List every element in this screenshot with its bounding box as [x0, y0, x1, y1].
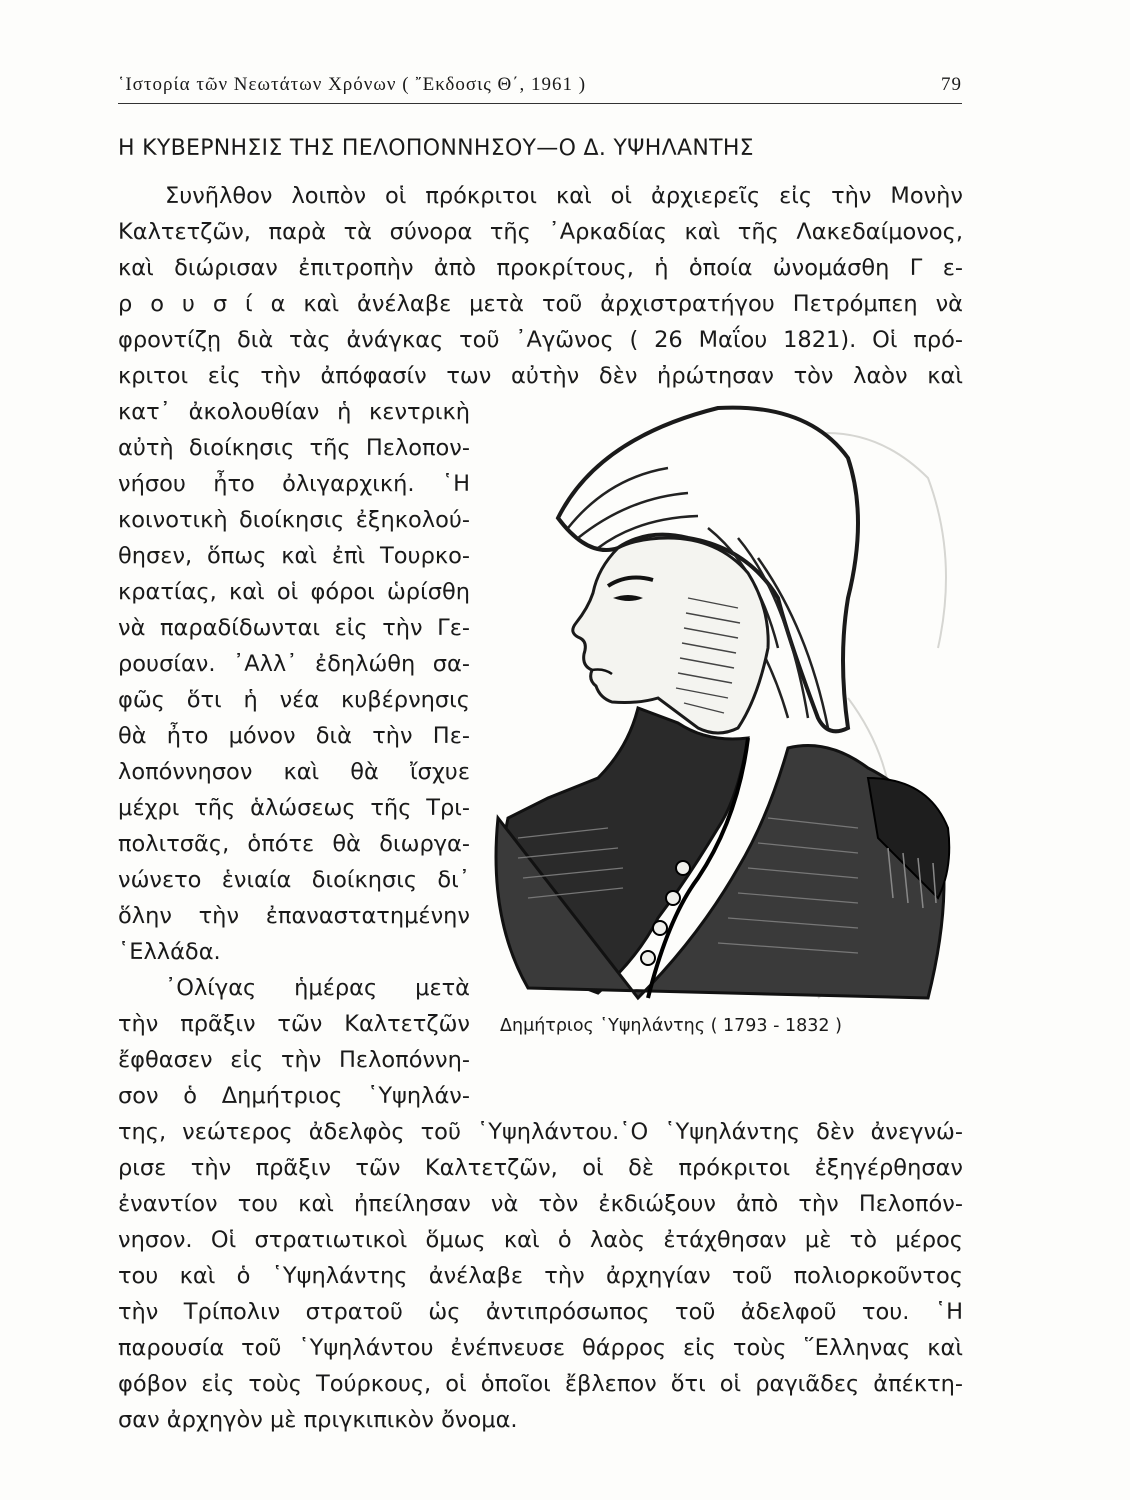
- body-line: φόβον εἰς τοὺς Τούρκους, οἱ ὁποῖοι ἔβλεπον ὅτι οἱ ραγιᾶδες ἀπέκτη-: [118, 1371, 963, 1397]
- body-line: νησον. Οἱ στρατιωτικοὶ ὅμως καὶ ὁ λαὸς ἐτάχθησαν μὲ τὸ μέρος: [118, 1227, 963, 1253]
- body-line: καὶ διώρισαν ἐπιτροπὴν ἀπὸ προκρίτους, ἡ ὁποία ὠνομάσθη Γ ε-: [118, 255, 963, 281]
- body-line: μέχρι τῆς ἁλώσεως τῆς Τρι-: [118, 795, 470, 821]
- body-line: παρουσία τοῦ ῾Υψηλάντου ἐνέπνευσε θάρρος εἰς τοὺς ῞Ελληνας καὶ: [118, 1335, 963, 1361]
- body-line: του καὶ ὁ ῾Υψηλάντης ἀνέλαβε τὴν ἀρχηγίαν τοῦ πολιορκοῦντος: [118, 1263, 963, 1289]
- body-line: κριτοι εἰς τὴν ἀπόφασίν των αὐτὴν δὲν ἠρώτησαν τὸν λαὸν καὶ: [118, 363, 963, 389]
- section-heading: Η ΚΥΒΕΡΝΗΣΙΣ ΤΗΣ ΠΕΛΟΠΟΝΝΗΣΟΥ—Ο Δ. ΥΨΗΛΑΝΤΗΣ: [118, 136, 754, 161]
- body-line: ρουσίαν. ᾽Αλλ᾽ ἐδηλώθη σα-: [118, 651, 470, 677]
- body-line: αὐτὴ διοίκησις τῆς Πελοπον-: [118, 435, 470, 461]
- body-line: ᾽Ολίγας ἡμέρας μετὰ: [165, 975, 470, 1001]
- body-line: Καλτετζῶν, παρὰ τὰ σύνορα τῆς ᾽Αρκαδίας καὶ τῆς Λακεδαίμονος,: [118, 219, 963, 245]
- body-line: ἐναντίον του καὶ ἠπείλησαν νὰ τὸν ἐκδιώξουν ἀπὸ τὴν Πελοπόν-: [118, 1191, 963, 1217]
- page-number: 79: [941, 74, 962, 95]
- body-line: σον ὁ Δημήτριος ῾Υψηλάν-: [118, 1083, 470, 1109]
- body-line: ἔφθασεν εἰς τὴν Πελοπόννη-: [118, 1047, 470, 1073]
- body-line: θησεν, ὅπως καὶ ἐπὶ Τουρκο-: [118, 543, 470, 569]
- body-line: ῾Ελλάδα.: [118, 939, 221, 965]
- running-header: [118, 68, 962, 102]
- body-line: κοινοτικὴ διοίκησις ἐξηκολού-: [118, 507, 470, 533]
- body-line: κρατίας, καὶ οἱ φόροι ὡρίσθη: [118, 579, 470, 605]
- running-title: ῾Ιστορία τῶν Νεωτάτων Χρόνων ( ῎Εκδοσις Θ΄, 1961 ): [118, 74, 587, 95]
- body-line: φροντίζῃ διὰ τὰς ἀνάγκας τοῦ ᾽Αγῶνος ( 26 Μαΐου 1821). Οἱ πρό-: [118, 327, 963, 353]
- body-line: ὅλην τὴν ἐπαναστατημένην: [118, 903, 470, 929]
- header-rule: [118, 103, 962, 104]
- body-line: νήσου ἦτο ὀλιγαρχική. ῾Η: [118, 471, 470, 497]
- body-line: λοπόννησον καὶ θὰ ἴσχυε: [118, 759, 470, 785]
- body-line: τὴν πρᾶξιν τῶν Καλτετζῶν: [118, 1011, 470, 1037]
- body-line: ρ ο υ σ ί α καὶ ἀνέλαβε μετὰ τοῦ ἀρχιστρατήγου Πετρόμπεη νὰ: [118, 291, 963, 317]
- body-line: νὰ παραδίδωνται εἰς τὴν Γε-: [118, 615, 470, 641]
- body-line: σαν ἀρχηγὸν μὲ πριγκιπικὸν ὄνομα.: [118, 1407, 518, 1433]
- body-line: θὰ ἦτο μόνον διὰ τὴν Πε-: [118, 723, 470, 749]
- body-line: κατ᾽ ἀκολουθίαν ἡ κεντρικὴ: [118, 399, 470, 425]
- portrait-engraving: [488, 398, 958, 1018]
- body-line: της, νεώτερος ἀδελφὸς τοῦ ῾Υψηλάντου.῾Ο ῾Υψηλάντης δὲν ἀνεγνώ-: [118, 1119, 963, 1145]
- body-line: φῶς ὅτι ἡ νέα κυβέρνησις: [118, 687, 470, 713]
- portrait-caption: Δημήτριος ῾Υψηλάντης ( 1793 - 1832 ): [500, 1016, 842, 1036]
- body-line: Συνῆλθον λοιπὸν οἱ πρόκριτοι καὶ οἱ ἀρχιερεῖς εἰς τὴν Μονὴν: [165, 183, 963, 209]
- body-line: πολιτσᾶς, ὁπότε θὰ διωργα-: [118, 831, 470, 857]
- body-line: ρισε τὴν πρᾶξιν τῶν Καλτετζῶν, οἱ δὲ πρόκριτοι ἐξηγέρθησαν: [118, 1155, 963, 1181]
- body-line: τὴν Τρίπολιν στρατοῦ ὡς ἀντιπρόσωπος τοῦ ἀδελφοῦ του. ῾Η: [118, 1299, 963, 1325]
- body-line: νώνετο ἑνιαία διοίκησις δι᾽: [118, 867, 470, 893]
